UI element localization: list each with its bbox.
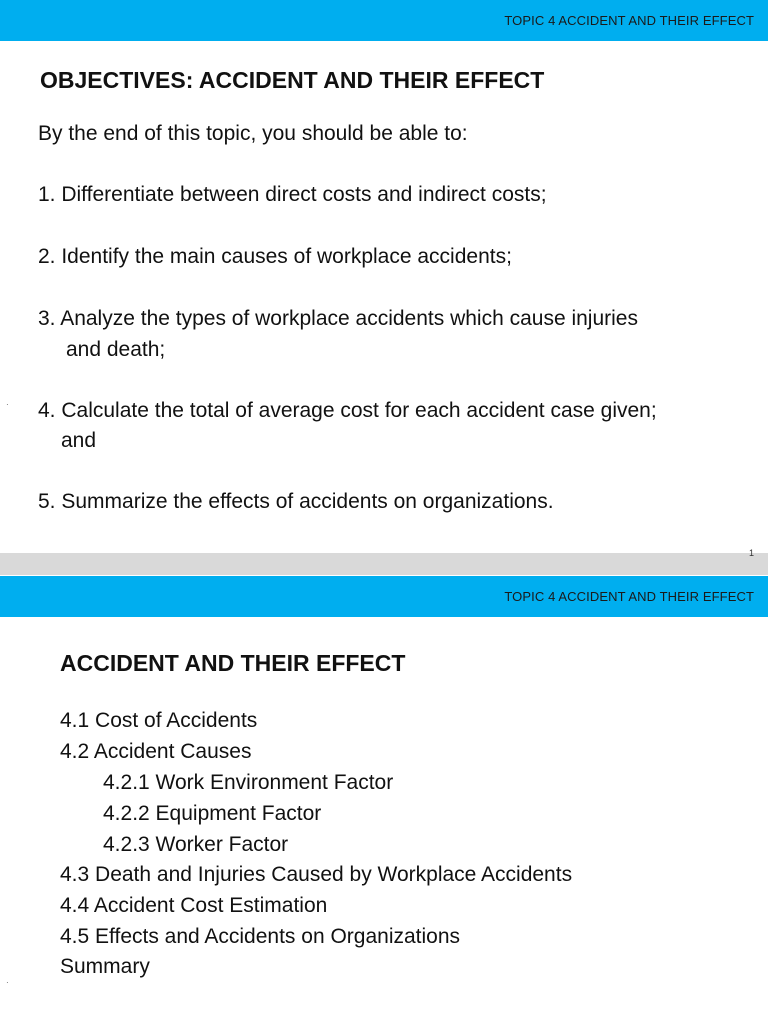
margin-dot: · [6, 400, 9, 409]
toc-item: 4.2 Accident Causes [60, 740, 252, 763]
objective-4: 4. Calculate the total of average cost for each accident case given; [38, 399, 657, 422]
objective-3: 3. Analyze the types of workplace accidents which cause injuries [38, 307, 638, 330]
slide-divider [0, 553, 768, 575]
objective-3-cont: and death; [66, 338, 166, 361]
toc-item: 4.3 Death and Injuries Caused by Workplace Accidents [60, 863, 573, 886]
toc-item: 4.4 Accident Cost Estimation [60, 894, 328, 917]
slide2-title: ACCIDENT AND THEIR EFFECT [60, 650, 406, 676]
toc-item: 4.5 Effects and Accidents on Organizations [60, 925, 461, 948]
objective-4-cont: and [61, 429, 97, 452]
slide1-header-band [0, 0, 768, 41]
slide2-header-band [0, 576, 768, 617]
objective-5: 5. Summarize the effects of accidents on organizations. [38, 490, 554, 513]
slide1-header-text: TOPIC 4 ACCIDENT AND THEIR EFFECT [504, 13, 754, 28]
toc-item: 4.1 Cost of Accidents [60, 709, 258, 732]
slide1-title: OBJECTIVES: ACCIDENT AND THEIR EFFECT [40, 67, 545, 93]
slide2-header-text: TOPIC 4 ACCIDENT AND THEIR EFFECT [504, 589, 754, 604]
objective-2: 2. Identify the main causes of workplace accidents; [38, 245, 512, 268]
margin-dot: · [6, 978, 9, 987]
toc-subitem: 4.2.1 Work Environment Factor [103, 771, 394, 794]
objective-1: 1. Differentiate between direct costs and indirect costs; [38, 183, 547, 206]
toc-item: Summary [60, 955, 150, 978]
slide1-intro: By the end of this topic, you should be able to: [38, 122, 468, 145]
page-number: 1 [748, 548, 754, 558]
toc-subitem: 4.2.2 Equipment Factor [103, 802, 322, 825]
toc-subitem: 4.2.3 Worker Factor [103, 833, 289, 856]
